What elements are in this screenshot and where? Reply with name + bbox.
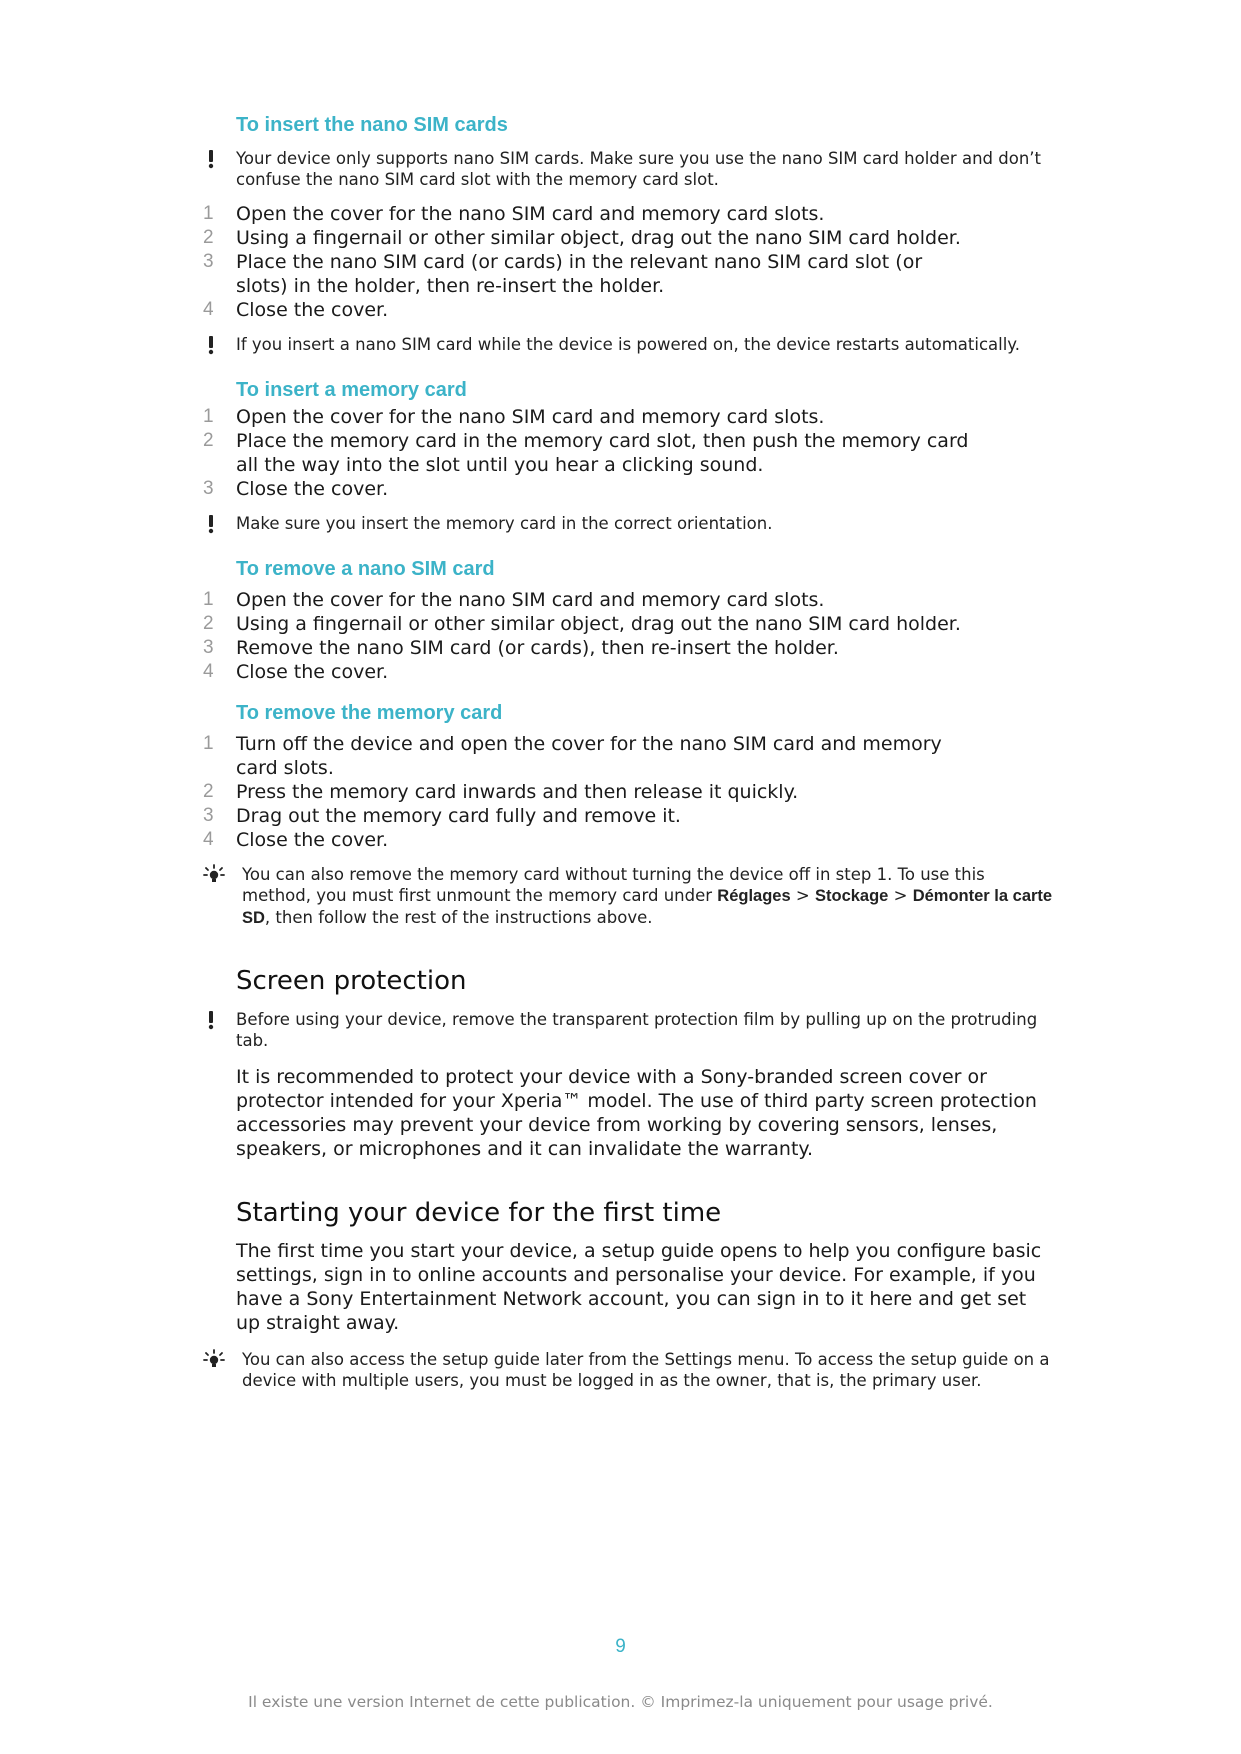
menu-path-demonter: Démonter la carte SD: [242, 887, 1053, 927]
step-number: 3: [203, 805, 214, 826]
warning-note: [203, 513, 1053, 534]
warning-note: [203, 148, 1053, 190]
step-number: 1: [203, 406, 214, 427]
step: [203, 226, 1053, 250]
warning-note: [203, 1009, 1053, 1051]
step-number: 1: [203, 589, 214, 610]
step: [203, 780, 1053, 804]
page-number: 9: [615, 1636, 626, 1657]
lightbulb-icon: [203, 864, 225, 886]
tip-note: [203, 1349, 1053, 1391]
procedure-title-insert-memory: To insert a memory card: [236, 379, 467, 401]
procedure-title-remove-sim: To remove a nano SIM card: [236, 558, 495, 580]
step-number: 1: [203, 733, 214, 754]
step: [203, 477, 1053, 501]
step: [203, 732, 1053, 780]
step: [203, 429, 1053, 477]
step: [203, 202, 1053, 226]
step-text: Close the cover.: [236, 299, 389, 321]
step: [203, 828, 1053, 852]
step: [203, 405, 1053, 429]
exclamation-icon: [203, 334, 219, 356]
step-text: Turn off the device and open the cover for the nano SIM card and memory card slots.: [236, 733, 942, 779]
step-number: 4: [203, 829, 214, 850]
step-text: Press the memory card inwards and then release it quickly.: [236, 781, 799, 803]
menu-path-reglages: Réglages: [717, 887, 791, 905]
warning-note: [203, 334, 1053, 355]
step: [203, 804, 1053, 828]
step: [203, 588, 1053, 612]
step-text: Using a fingernail or other similar object, drag out the nano SIM card holder.: [236, 613, 961, 635]
step-number: 4: [203, 661, 214, 682]
steps-remove-memory: [203, 732, 1053, 852]
tip-note: [203, 864, 1053, 929]
step-text: Place the memory card in the memory card slot, then push the memory card all the way into the slot until you hear a clicking sound.: [236, 430, 969, 476]
step: [203, 298, 1053, 322]
procedure-title-remove-memory: To remove the memory card: [236, 702, 503, 724]
tip-text: You can also access the setup guide later from the Settings menu. To access the setup guide on a device with multiple users, you must be logged in as the owner, that is, the primary user.: [242, 1350, 1050, 1390]
page-content: [203, 112, 1053, 1391]
step: [203, 612, 1053, 636]
step-number: 2: [203, 781, 214, 802]
step-number: 3: [203, 251, 214, 272]
note-text: Make sure you insert the memory card in the correct orientation.: [236, 514, 773, 533]
step-text: Remove the nano SIM card (or cards), then re-insert the holder.: [236, 637, 839, 659]
step-text: Place the nano SIM card (or cards) in the relevant nano SIM card slot (or slots) in the holder, then re-insert the holder.: [236, 251, 923, 297]
section-title-screen-protection: Screen protection: [236, 966, 467, 996]
path-separator: >: [888, 886, 913, 905]
note-text: Your device only supports nano SIM cards. Make sure you use the nano SIM card holder and don’t confuse the nano SIM card slot with the memory card slot.: [236, 149, 1041, 189]
step: [203, 636, 1053, 660]
body-paragraph: It is recommended to protect your device with a Sony-branded screen cover or protector intended for your Xperia™ model. The use of third party screen protection accessories may prevent your device from working by covering sensors, lenses, speakers, or microphones and it can invalidate the warranty.: [236, 1066, 1037, 1160]
step-number: 3: [203, 637, 214, 658]
step-text: Close the cover.: [236, 478, 389, 500]
body-paragraph: The first time you start your device, a setup guide opens to help you configure basic settings, sign in to online accounts and personalise your device. For example, if you have a Sony Entertainment Network account, you can sign in to it here and get set up straight away.: [236, 1240, 1042, 1334]
step-number: 3: [203, 478, 214, 499]
section-title-first-time: Starting your device for the first time: [236, 1198, 722, 1228]
step-number: 2: [203, 430, 214, 451]
exclamation-icon: [203, 513, 219, 535]
tip-text-part: You can also remove the memory card without turning the device off in step 1. To use this method, you must first unmount the memory card under: [242, 865, 985, 905]
steps-insert-sim: [203, 202, 1053, 322]
step-text: Open the cover for the nano SIM card and memory card slots.: [236, 203, 825, 225]
step-text: Close the cover.: [236, 661, 389, 683]
step: [203, 660, 1053, 684]
step-text: Close the cover.: [236, 829, 389, 851]
exclamation-icon: [203, 1009, 219, 1031]
note-text: If you insert a nano SIM card while the device is powered on, the device restarts automatically.: [236, 335, 1020, 354]
procedure-title-insert-sim: To insert the nano SIM cards: [236, 114, 508, 136]
path-separator: >: [790, 886, 815, 905]
step-text: Open the cover for the nano SIM card and memory card slots.: [236, 406, 825, 428]
menu-path-stockage: Stockage: [815, 887, 889, 905]
step-number: 1: [203, 203, 214, 224]
step-number: 2: [203, 613, 214, 634]
tip-text: [242, 865, 1052, 927]
step-text: Open the cover for the nano SIM card and memory card slots.: [236, 589, 825, 611]
step-text: Using a fingernail or other similar object, drag out the nano SIM card holder.: [236, 227, 961, 249]
footer-text: Il existe une version Internet de cette publication. © Imprimez-la uniquement pour usage privé.: [248, 1693, 993, 1711]
steps-insert-memory: [203, 405, 1053, 501]
step-number: 4: [203, 299, 214, 320]
step: [203, 250, 1053, 298]
step-text: Drag out the memory card fully and remove it.: [236, 805, 681, 827]
steps-remove-sim: [203, 588, 1053, 684]
note-text: Before using your device, remove the transparent protection film by pulling up on the protruding tab.: [236, 1010, 1038, 1050]
lightbulb-icon: [203, 1349, 225, 1371]
step-number: 2: [203, 227, 214, 248]
tip-text-part: , then follow the rest of the instructions above.: [264, 908, 653, 927]
exclamation-icon: [203, 148, 219, 170]
